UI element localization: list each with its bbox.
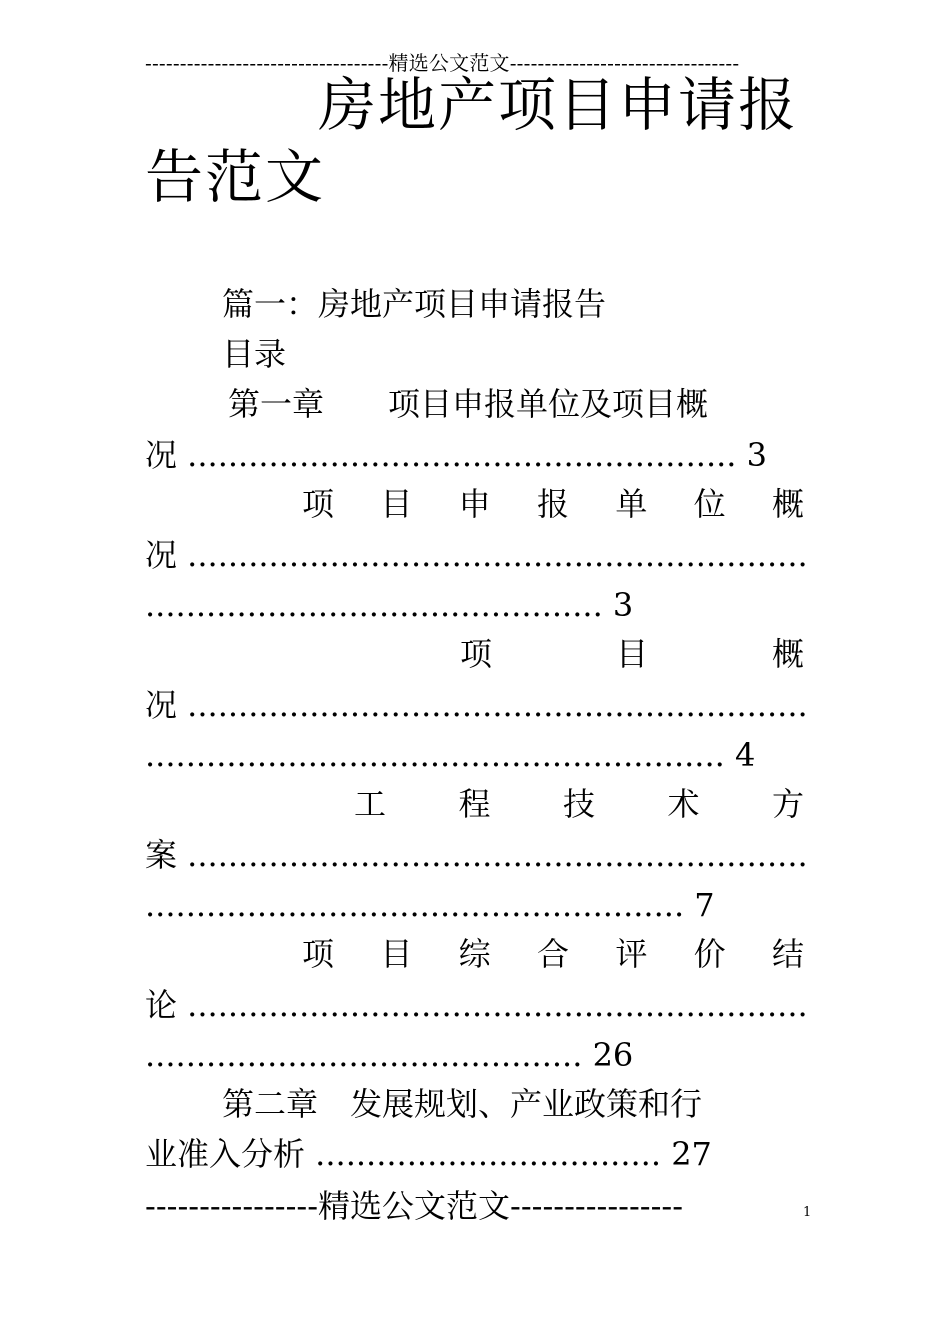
toc-entry-chapter-1-cont: 况 ...................................................... 3	[145, 436, 767, 474]
toc-entry-leader: 案 .............................................................	[145, 836, 808, 874]
toc-char: 术	[667, 785, 700, 823]
part-heading: 篇一：房地产项目申请报告	[222, 285, 607, 323]
toc-entry-leader-page: ........................................... 26	[145, 1036, 634, 1074]
toc-entry-spread	[460, 635, 804, 673]
toc-char: 申	[458, 485, 491, 523]
toc-entry-chapter-2: 第二章 发展规划、产业政策和行	[222, 1085, 703, 1123]
toc-char: 目	[380, 935, 413, 973]
toc-char: 项	[302, 935, 335, 973]
toc-entry-leader: 况 .............................................................	[145, 536, 808, 574]
toc-char: 项	[302, 485, 335, 523]
toc-char: 目	[380, 485, 413, 523]
toc-entry-spread	[354, 785, 804, 823]
toc-label: 目录	[222, 335, 287, 373]
toc-entry-spread	[302, 485, 804, 523]
toc-entry-leader-page: ..................................................... 7	[145, 886, 715, 924]
toc-char: 位	[693, 485, 726, 523]
toc-entry-spread	[302, 935, 804, 973]
toc-char: 概	[771, 485, 804, 523]
toc-char: 报	[536, 485, 569, 523]
toc-entry-leader: 论 .............................................................	[145, 986, 808, 1024]
toc-char: 评	[615, 935, 648, 973]
toc-char: 综	[458, 935, 491, 973]
toc-char: 概	[771, 635, 804, 673]
toc-char: 项	[460, 635, 493, 673]
toc-char: 方	[771, 785, 804, 823]
toc-char: 目	[615, 635, 648, 673]
toc-char: 技	[562, 785, 595, 823]
toc-char: 价	[693, 935, 726, 973]
toc-entry-chapter-2-cont: 业准入分析 .................................. 27	[145, 1135, 712, 1173]
header-separator: -----------------------------------精选公文范文---------------------------------	[145, 51, 740, 75]
toc-char: 程	[458, 785, 491, 823]
toc-char: 单	[615, 485, 648, 523]
toc-char: 工	[354, 785, 387, 823]
toc-entry-leader-page: ............................................. 3	[145, 586, 634, 624]
toc-char: 合	[536, 935, 569, 973]
toc-entry-leader: 况 .............................................................	[145, 686, 808, 724]
doc-title-line-2: 告范文	[145, 143, 326, 211]
doc-title-line-1: 房地产项目申请报	[318, 71, 799, 139]
toc-entry-chapter-1: 第一章 项目申报单位及项目概	[228, 385, 709, 423]
page-number: 1	[803, 1205, 812, 1220]
toc-entry-leader-page: ......................................................... 4	[145, 736, 756, 774]
toc-char: 结	[771, 935, 804, 973]
footer-separator: ----------------精选公文范文----------------	[145, 1187, 684, 1225]
